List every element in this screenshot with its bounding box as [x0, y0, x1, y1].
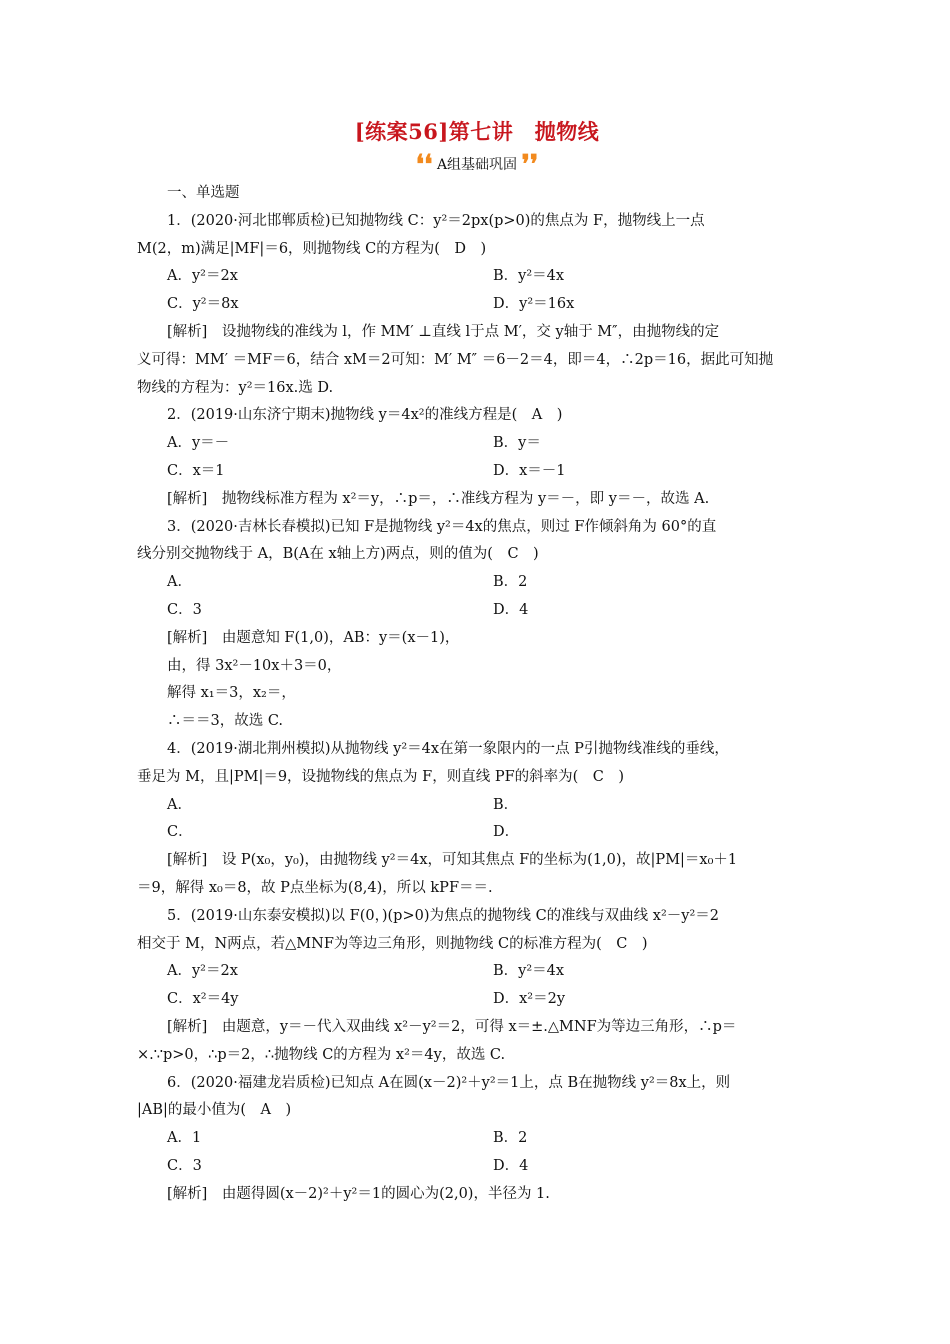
option-right: D．	[493, 824, 520, 841]
option-left: C．y²＝8x	[167, 296, 239, 313]
option-left: A．1	[167, 1130, 202, 1147]
option-right: D．x＝－1	[493, 462, 566, 479]
text-line: |AB|的最小值为( A )	[137, 1102, 292, 1119]
group-heading	[137, 152, 817, 178]
option-left: C．	[167, 824, 193, 841]
text-line: 垂足为 M，且|PM|＝9，设抛物线的焦点为 F，则直线 PF的斜率为( C )	[137, 768, 625, 785]
option-right: B．y＝	[493, 435, 541, 452]
option-row	[137, 291, 817, 319]
option-right: B．2	[493, 574, 528, 591]
option-row	[137, 430, 817, 458]
text-line: [解析] 由题意知 F(1,0)，AB：y＝(x－1)，	[167, 629, 460, 646]
option-right: B．y²＝4x	[493, 963, 565, 980]
option-row	[137, 597, 817, 625]
option-left: A．	[167, 796, 192, 813]
option-right: D．4	[493, 1157, 529, 1174]
option-row	[137, 263, 817, 291]
text-line: 线分别交抛物线于 A，B(A在 x轴上方)两点，则的值为( C )	[137, 546, 539, 563]
option-row	[137, 1153, 817, 1181]
text-line: ×.∵p>0，∴p＝2，∴抛物线 C的方程为 x²＝4y，故选 C.	[137, 1046, 506, 1063]
option-row	[137, 986, 817, 1014]
text-line: [解析] 设 P(x₀，y₀)，由抛物线 y²＝4x，可知其焦点 F的坐标为(1,0)，故|PM|＝x₀＋1	[167, 852, 738, 869]
option-left: A．y＝－	[167, 435, 230, 452]
option-right: B．	[493, 796, 519, 813]
open-quote-icon: ❛❛	[415, 150, 433, 180]
text-line: ∴＝＝3，故选 C.	[167, 713, 284, 730]
option-row	[137, 569, 817, 597]
page-title: [练案56]第七讲 抛物线	[354, 119, 600, 144]
text-line: [解析] 由题意，y＝－代入双曲线 x²－y²＝2，可得 x＝±.△MNF为等边三角形，∴p＝	[167, 1018, 737, 1035]
text-line: 解得 x₁＝3，x₂＝，	[167, 685, 296, 702]
option-right: B．y²＝4x	[493, 268, 565, 285]
section-heading: 一、单选题	[167, 185, 240, 201]
text-line: 4．(2019·湖北荆州模拟)从抛物线 y²＝4x在第一象限内的一点 P引抛物线准线的垂线，	[167, 740, 729, 757]
option-row	[137, 819, 817, 847]
option-right: D．y²＝16x	[493, 296, 575, 313]
text-line: 物线的方程为：y²＝16x.选 D.	[137, 379, 334, 396]
text-line: 6．(2020·福建龙岩质检)已知点 A在圆(x－2)²＋y²＝1上，点 B在抛物线 y²＝8x上，则	[167, 1074, 731, 1091]
close-quote-icon: ❜❜	[521, 150, 539, 180]
text-line: ＝9，解得 x₀＝8，故 P点坐标为(8,4)，所以 kPF＝＝.	[137, 879, 493, 896]
option-right: B．2	[493, 1130, 528, 1147]
text-line: 3．(2020·吉林长春模拟)已知 F是抛物线 y²＝4x的焦点，则过 F作倾斜角为 60°的直	[167, 518, 717, 535]
option-left: C．3	[167, 1157, 202, 1174]
content-lines	[137, 208, 817, 1209]
option-left: A．y²＝2x	[167, 268, 238, 285]
text-line: 相交于 M，N两点，若△MNF为等边三角形，则抛物线 C的标准方程为( C )	[137, 935, 648, 952]
text-line: 5．(2019·山东泰安模拟)以 F(0，)(p>0)为焦点的抛物线 C的准线与双曲线 x²－y²＝2	[167, 907, 720, 924]
text-line: [解析] 抛物线标准方程为 x²＝y，∴p＝，∴准线方程为 y＝－，即 y＝－，故选 A.	[167, 490, 710, 507]
option-left: A．y²＝2x	[167, 963, 238, 980]
text-line: [解析] 设抛物线的准线为 l，作 MM′ ⊥直线 l于点 M′，交 y轴于 M″，由抛物线的定	[167, 323, 720, 340]
document-page	[137, 118, 817, 1208]
option-right: D．x²＝2y	[493, 991, 566, 1008]
option-left: A．	[167, 574, 192, 591]
text-line: 2．(2019·山东济宁期末)抛物线 y＝4x²的准线方程是( A )	[167, 407, 563, 424]
option-left: C．3	[167, 601, 202, 618]
group-label: A组基础巩固	[436, 157, 518, 173]
option-right: D．4	[493, 601, 529, 618]
option-row	[137, 792, 817, 820]
text-line: 由，得 3x²－10x＋3＝0，	[167, 657, 342, 674]
option-left: C．x²＝4y	[167, 991, 239, 1008]
option-left: C．x＝1	[167, 462, 225, 479]
text-line: M(2，m)满足|MF|＝6，则抛物线 C的方程为( D )	[137, 240, 487, 257]
option-row	[137, 458, 817, 486]
option-row	[137, 1125, 817, 1153]
text-line: 1．(2020·河北邯郸质检)已知抛物线 C：y²＝2px(p>0)的焦点为 F，抛物线上一点	[167, 212, 705, 229]
text-line: 义可得：MM′ ＝MF＝6，结合 xM＝2可知：M′ M″ ＝6－2＝4，即＝4，∴2p＝16，据此可知抛	[137, 351, 774, 368]
text-line: [解析] 由题得圆(x－2)²＋y²＝1的圆心为(2,0)，半径为 1.	[167, 1185, 550, 1202]
option-row	[137, 958, 817, 986]
